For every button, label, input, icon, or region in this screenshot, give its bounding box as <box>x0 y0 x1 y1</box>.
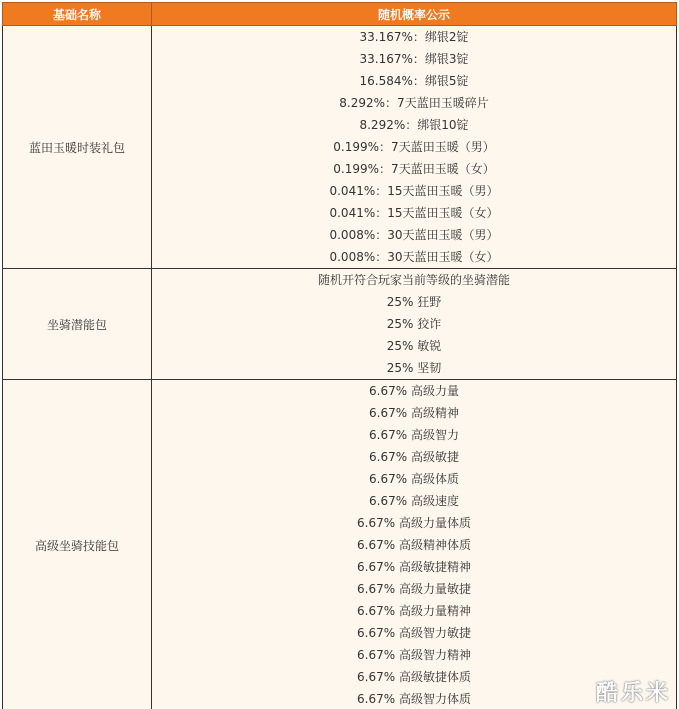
probability-item: 6.67% 高级智力 <box>369 428 459 442</box>
probability-item: 25% 狂野 <box>386 295 442 309</box>
probability-item: 6.67% 高级智力精神 <box>357 648 471 662</box>
package-name: 蓝田玉暖时装礼包 <box>3 26 152 269</box>
probability-item: 6.67% 高级智力敏捷 <box>357 626 471 640</box>
probability-item: 6.67% 高级力量精神 <box>357 604 471 618</box>
table-row <box>3 26 677 269</box>
probability-item: 6.67% 高级智力体质 <box>357 692 471 706</box>
probability-item: 8.292%：7天蓝田玉暖碎片 <box>339 96 489 110</box>
probability-item: 6.67% 高级敏捷 <box>369 450 459 464</box>
probability-item: 33.167%：绑银2锭 <box>359 30 469 44</box>
probability-item: 25% 敏锐 <box>386 339 442 353</box>
table-body <box>3 26 677 709</box>
probability-item: 8.292%：绑银10锭 <box>359 118 469 132</box>
probability-item: 0.041%：15天蓝田玉暖（女） <box>329 206 499 220</box>
probability-item: 25% 坚韧 <box>386 361 442 375</box>
probability-item: 25% 狡诈 <box>386 317 442 331</box>
header-name: 基础名称 <box>3 3 152 26</box>
probability-item: 6.67% 高级敏捷体质 <box>357 670 471 684</box>
header-probability: 随机概率公示 <box>152 3 677 26</box>
table-row <box>3 269 677 380</box>
probability-item: 0.199%：7天蓝田玉暖（男） <box>333 140 495 154</box>
probability-item: 6.67% 高级力量 <box>369 384 459 398</box>
header-row <box>3 3 677 26</box>
probability-item: 6.67% 高级力量敏捷 <box>357 582 471 596</box>
probability-list <box>152 26 677 269</box>
probability-list <box>152 269 677 380</box>
probability-item: 0.199%：7天蓝田玉暖（女） <box>333 162 495 176</box>
probability-item: 16.584%：绑银5锭 <box>359 74 469 88</box>
probability-list <box>152 380 677 709</box>
probability-item: 0.041%：15天蓝田玉暖（男） <box>329 184 499 198</box>
probability-item: 6.67% 高级体质 <box>369 472 459 486</box>
probability-item: 0.008%：30天蓝田玉暖（女） <box>329 250 499 264</box>
probability-item: 随机开符合玩家当前等级的坐骑潜能 <box>317 273 510 287</box>
probability-item: 6.67% 高级精神 <box>369 406 459 420</box>
package-name: 高级坐骑技能包 <box>3 380 152 709</box>
package-name: 坐骑潜能包 <box>3 269 152 380</box>
probability-item: 0.008%：30天蓝田玉暖（男） <box>329 228 499 242</box>
probability-table <box>2 2 677 709</box>
probability-item: 6.67% 高级精神体质 <box>357 538 471 552</box>
probability-item: 6.67% 高级敏捷精神 <box>357 560 471 574</box>
probability-item: 6.67% 高级力量体质 <box>357 516 471 530</box>
table-row <box>3 380 677 709</box>
probability-item: 33.167%：绑银3锭 <box>359 52 469 66</box>
watermark-logo: 酷乐米 <box>595 681 671 706</box>
probability-item: 6.67% 高级速度 <box>369 494 459 508</box>
